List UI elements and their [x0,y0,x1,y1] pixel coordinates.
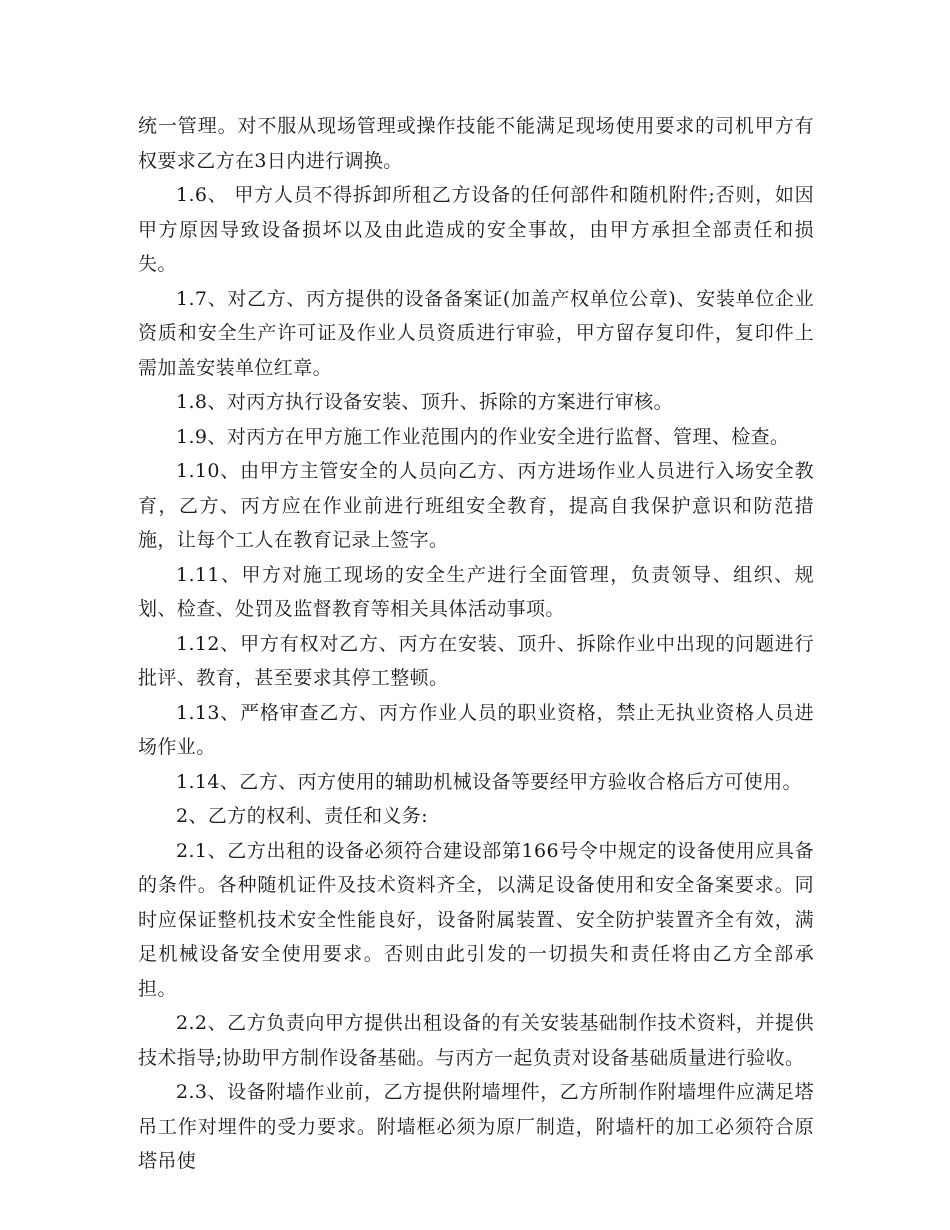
paragraph: 1.14、乙方、丙方使用的辅助机械设备等要经甲方验收合格后方可使用。 [176,770,802,793]
paragraph: 1.8、对丙方执行设备安装、顶升、拆除的方案进行审核。 [176,391,674,413]
paragraph: 1.7、对乙方、丙方提供的设备备案证(加盖产权单位公章)、安装单位企业资质和安全生产许可证及作业人员资质进行审验，甲方留存复印件，复印件上需加盖安装单位红章。 [138,287,814,379]
paragraph: 统一管理。对不服从现场管理或操作技能不能满足现场使用要求的司机甲方有权要求乙方在3日内进行调换。 [138,115,814,172]
paragraph: 1.11、甲方对施工现场的安全生产进行全面管理，负责领导、组织、规划、检查、处罚及监督教育等相关具体活动事项。 [138,563,814,620]
paragraph: 2.2、乙方负责向甲方提供出租设备的有关安装基础制作技术资料，并提供技术指导;协助甲方制作设备基础。与丙方一起负责对设备基础质量进行验收。 [138,1012,814,1069]
paragraph: 1.6、 甲方人员不得拆卸所租乙方设备的任何部件和随机附件;否则，如因甲方原因导致设备损坏以及由此造成的安全事故，由甲方承担全部责任和损失。 [138,184,814,275]
document-body [138,109,814,1179]
paragraph: 1.12、甲方有权对乙方、丙方在安装、顶升、拆除作业中出现的问题进行批评、教育，甚至要求其停工整顿。 [138,632,814,689]
paragraph: 1.10、由甲方主管安全的人员向乙方、丙方进场作业人员进行入场安全教育，乙方、丙方应在作业前进行班组安全教育，提高自我保护意识和防范措施，让每个工人在教育记录上签字。 [138,460,814,551]
paragraph: 1.9、对丙方在甲方施工作业范围内的作业安全进行监督、管理、检查。 [176,425,790,448]
paragraph: 2.3、设备附墙作业前，乙方提供附墙埋件，乙方所制作附墙埋件应满足塔吊工作对埋件的受力要求。附墙框必须为原厂制造，附墙杆的加工必须符合原塔吊使 [138,1081,814,1172]
paragraph: 1.13、严格审查乙方、丙方作业人员的职业资格，禁止无执业资格人员进场作业。 [138,701,814,758]
paragraph: 2.1、乙方出租的设备必须符合建设部第166号令中规定的设备使用应具备的条件。各种随机证件及技术资料齐全，以满足设备使用和安全备案要求。同时应保证整机技术安全性能良好，设备附属装置、安全防护装置齐全有效，满足机械设备安全使用要求。否则由此引发的一切损失和责任将由乙方全部承担。 [138,839,814,1000]
section-heading: 2、乙方的权利、责任和义务: [176,805,429,827]
